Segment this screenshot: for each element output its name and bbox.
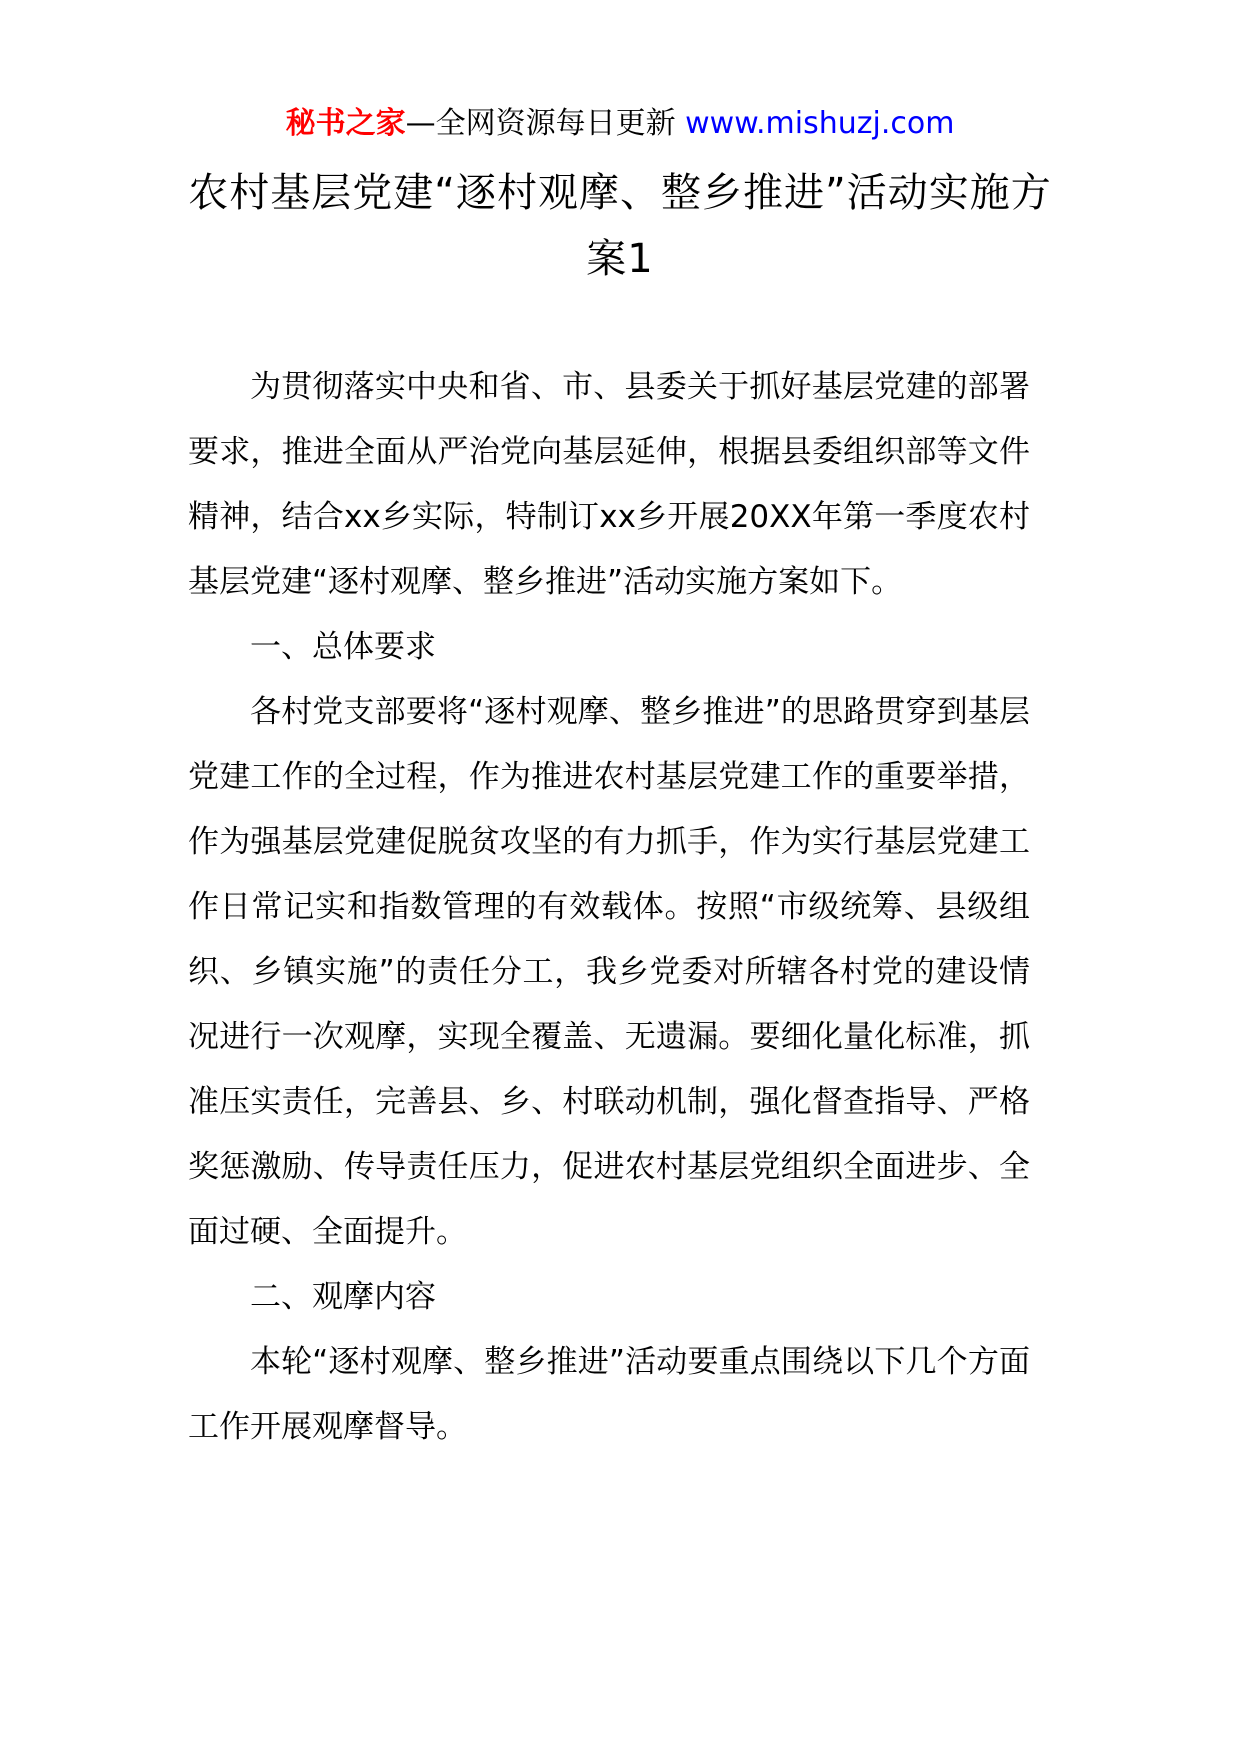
observation-content-paragraph: 本轮“逐村观摩、整乡推进”活动要重点围绕以下几个方面工作开展观摩督导。 xyxy=(188,1344,1030,1445)
document-body xyxy=(188,355,1030,1460)
document-title: 农村基层党建“逐村观摩、整乡推进”活动实施方案1 xyxy=(188,170,1052,282)
section-heading-general-requirements: 一、总体要求 xyxy=(250,629,436,665)
section-heading-observation-content: 二、观摩内容 xyxy=(250,1279,436,1315)
intro-paragraph: 为贯彻落实中央和省、市、县委关于抓好基层党建的部署要求，推进全面从严治党向基层延伸，根据县委组织部等文件精神，结合xx乡实际，特制订xx乡开展20XX年第一季度农村基层党建“逐村观摩、整乡推进”活动实施方案如下。 xyxy=(188,369,1030,600)
site-header xyxy=(0,100,1240,148)
header-slogan: —全网资源每日更新 xyxy=(405,106,676,141)
site-url-link[interactable]: www.mishuzj.com xyxy=(685,106,955,141)
brand-name: 秘书之家 xyxy=(285,106,406,141)
general-requirements-paragraph: 各村党支部要将“逐村观摩、整乡推进”的思路贯穿到基层党建工作的全过程，作为推进农村基层党建工作的重要举措，作为强基层党建促脱贫攻坚的有力抓手，作为实行基层党建工作日常记实和指数管理的有效载体。按照“市级统筹、县级组织、乡镇实施”的责任分工，我乡党委对所辖各村党的建设情况进行一次观摩，实现全覆盖、无遗漏。要细化量化标准，抓准压实责任，完善县、乡、村联动机制，强化督查指导、严格奖惩激励、传导责任压力，促进农村基层党组织全面进步、全面过硬、全面提升。 xyxy=(188,694,1030,1250)
